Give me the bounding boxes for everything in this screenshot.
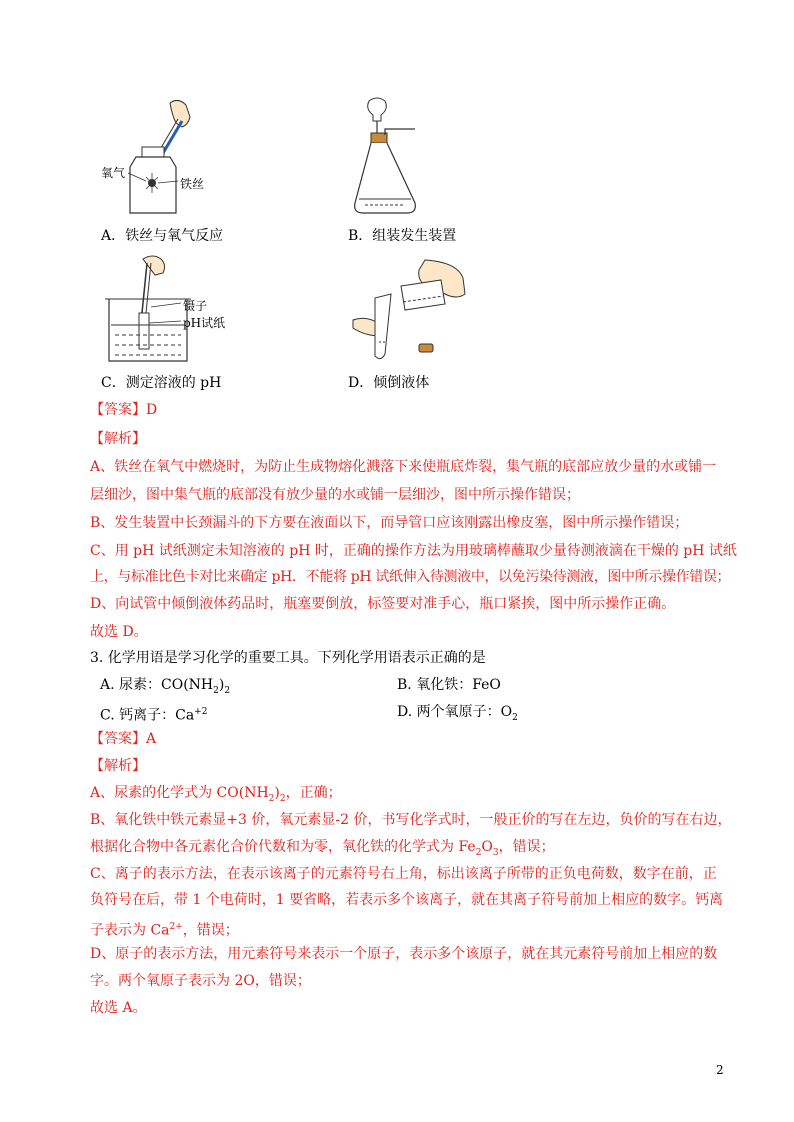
q3-line3-post: ，错误； — [498, 839, 555, 855]
label-ph-paper: pH试纸 — [183, 316, 226, 330]
q3-analysis-line-1 — [90, 784, 342, 808]
q3-answer: 【答案】A — [90, 731, 157, 747]
q3-line3-sub1: 2 — [475, 847, 482, 858]
q2-analysis-title: 【解析】 — [90, 431, 146, 447]
q3-option-b: B. 氧化铁：FeO — [397, 677, 501, 693]
q3-analysis-line-5: 负符号在后，带 1 个电荷时，1 要省略，若表示多个该离子，就在其离子符号前加上相应的数字。钙离 — [90, 892, 724, 908]
q3-option-d — [397, 703, 518, 727]
option-d-text: D. 两个氧原子：O — [397, 704, 513, 720]
option-c-text: C. 钙离子：Ca — [100, 707, 195, 724]
q3-line6-post: ，错误； — [182, 922, 239, 939]
q3-stem: 3. 化学用语是学习化学的重要工具。下列化学用语表示正确的是 — [90, 650, 486, 666]
q3-analysis-line-9: 故选 A。 — [90, 1000, 147, 1016]
q3-analysis-title: 【解析】 — [90, 758, 146, 774]
q3-line1-pre: A、尿素的化学式为 CO(NH — [90, 785, 269, 801]
caption-c: C．测定溶液的 pH — [101, 375, 222, 391]
q3-line3-sub2: 3 — [492, 847, 499, 858]
q2-analysis-line: A、铁丝在氧气中燃烧时，为防止生成物熔化溅落下来使瓶底炸裂，集气瓶的底部应放少量的水或铺一 — [90, 459, 717, 475]
q3-analysis-line-6 — [90, 918, 239, 940]
option-a-text: A. 尿素：CO(NH — [100, 677, 214, 693]
figure-iron-wire-oxygen — [98, 95, 208, 220]
q2-analysis-line: 层细沙，图中集气瓶的底部没有放少量的水或铺一层细沙，图中所示操作错误； — [90, 487, 580, 503]
option-d-sub: 2 — [512, 712, 518, 723]
q2-analysis-line: 上，与标准比色卡对比来确定 pH．不能将 pH 试纸伸入待测液中，以免污染待测液，图中所示操作错误； — [90, 569, 731, 585]
q2-analysis-line: D、向试管中倾倒液体药品时，瓶塞要倒放，标签要对准手心，瓶口紧挨，图中所示操作正确。 — [90, 596, 676, 612]
option-a-sub: 2 — [213, 685, 219, 696]
q3-analysis-line-2: B、氧化铁中铁元素显+3 价，氧元素显-2 价，书写化学式时，一般正价的写在左边，负价的写在右边， — [90, 812, 732, 828]
page-number: 2 — [716, 1063, 724, 1077]
label-tweezers: 镊子 — [183, 299, 208, 313]
option-a-sub2: 2 — [224, 685, 231, 696]
q3-line6-sup: 2+ — [169, 922, 183, 932]
q3-line1-mid: ) — [274, 785, 280, 801]
q3-option-a — [100, 676, 230, 700]
q3-line3-mid: O — [481, 839, 493, 855]
q3-line3-pre: 根据化合物中各元素化合价代数和为零，氧化铁的化学式为 Fe — [90, 839, 476, 855]
q3-line1-sub2: 2 — [279, 793, 286, 804]
q2-analysis-line: 故选 D。 — [90, 624, 148, 640]
q3-analysis-line-4: C、离子的表示方法，在表示该离子的元素符号右上角，标出该离子所带的正负电荷数，数字在前，正 — [90, 866, 717, 882]
q3-analysis-line-7: D、原子的表示方法，用元素符号来表示一个原子，表示多个该原子，就在其元素符号前加上相应的数 — [90, 946, 718, 962]
option-a-tail: ) — [218, 677, 225, 693]
q3-option-c — [100, 703, 207, 725]
label-oxygen: 氧气 — [101, 166, 126, 180]
q2-analysis-line: C、用 pH 试纸测定未知溶液的 pH 时，正确的操作方法为用玻璃棒蘸取少量待测液滴在干燥的 pH 试纸 — [90, 543, 737, 559]
figure-gas-generator — [345, 95, 425, 220]
caption-b: B．组装发生装置 — [348, 228, 457, 244]
option-c-sup: +2 — [194, 707, 208, 717]
q3-analysis-line-3 — [90, 838, 555, 862]
q3-analysis-line-8: 字。两个氧原子表示为 2O，错误； — [90, 973, 311, 989]
caption-a: A．铁丝与氧气反应 — [101, 228, 224, 244]
q3-line1-post: ，正确； — [285, 785, 342, 801]
q2-analysis-line: B、发生装置中长颈漏斗的下方要在液面以下，而导管口应该刚露出橡皮塞，图中所示操作错误； — [90, 515, 689, 531]
caption-d: D．倾倒液体 — [348, 375, 430, 391]
q3-line6-pre: 子表示为 Ca — [90, 922, 170, 939]
figure-pour-liquid — [345, 258, 475, 366]
q3-line1-sub: 2 — [268, 793, 275, 804]
label-iron-wire: 铁丝 — [180, 177, 205, 191]
q2-answer: 【答案】D — [90, 402, 158, 418]
